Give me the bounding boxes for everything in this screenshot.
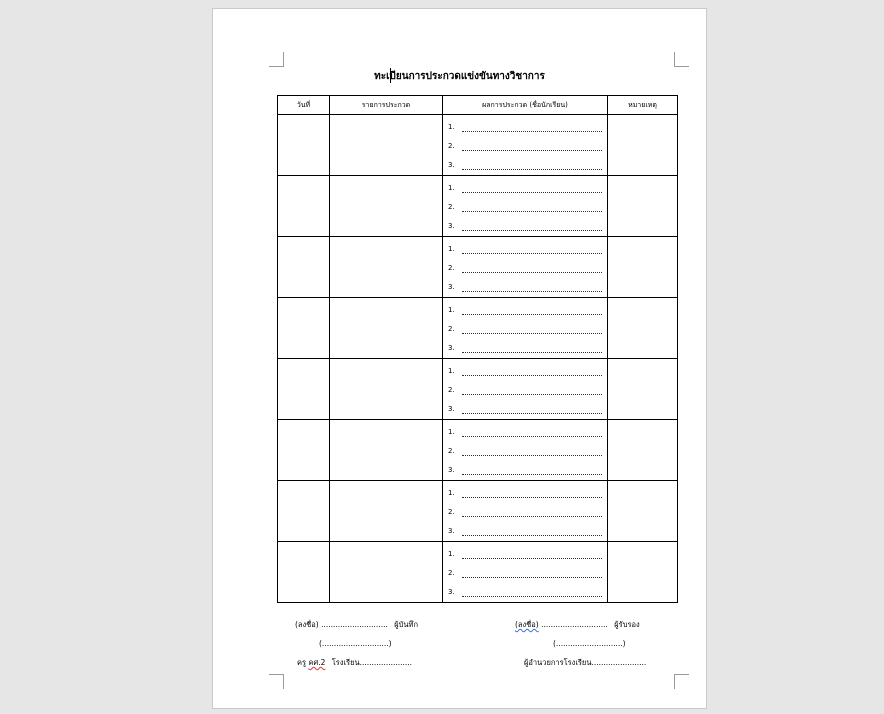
register-table[interactable] <box>277 95 678 603</box>
column-header-remark[interactable]: หมายเหตุ <box>608 96 678 115</box>
result-cell[interactable] <box>443 237 608 298</box>
result-entry-line[interactable] <box>443 380 607 399</box>
result-entry-dotted-field[interactable] <box>462 568 602 578</box>
date-cell[interactable] <box>278 481 330 542</box>
result-entry-number: 2. <box>448 385 455 394</box>
result-entry-line[interactable] <box>443 521 607 540</box>
result-entry-dotted-field[interactable] <box>462 427 602 437</box>
result-entry-line[interactable] <box>443 582 607 601</box>
result-entry-line[interactable] <box>443 277 607 296</box>
contest-cell[interactable] <box>330 542 443 603</box>
result-cell[interactable] <box>443 115 608 176</box>
remark-cell[interactable] <box>608 542 678 603</box>
result-entry-line[interactable] <box>443 441 607 460</box>
result-cell[interactable] <box>443 298 608 359</box>
recorder-sign-text: (ลงชื่อ) ............................ <box>295 620 388 629</box>
result-entry-number: 3. <box>448 526 455 535</box>
result-entry-number: 2. <box>448 202 455 211</box>
result-entry-dotted-field[interactable] <box>462 202 602 212</box>
contest-cell[interactable] <box>330 298 443 359</box>
certifier-role: ผู้รับรอง <box>614 620 640 629</box>
certifier-signature-line[interactable] <box>515 619 640 631</box>
result-entry-dotted-field[interactable] <box>462 526 602 536</box>
table-row <box>278 176 678 237</box>
column-header-contest[interactable]: รายการประกวด <box>330 96 443 115</box>
remark-cell[interactable] <box>608 176 678 237</box>
table-body <box>278 115 678 603</box>
margin-corner-top-left <box>269 52 284 67</box>
result-entry-line[interactable] <box>443 483 607 502</box>
result-entry-dotted-field[interactable] <box>462 183 602 193</box>
result-entry-dotted-field[interactable] <box>462 465 602 475</box>
result-entry-line[interactable] <box>443 502 607 521</box>
result-entry-dotted-field[interactable] <box>462 488 602 498</box>
result-entry-number: 3. <box>448 343 455 352</box>
remark-cell[interactable] <box>608 115 678 176</box>
result-cell[interactable] <box>443 420 608 481</box>
result-entry-dotted-field[interactable] <box>462 305 602 315</box>
contest-cell[interactable] <box>330 420 443 481</box>
table-row <box>278 237 678 298</box>
result-entry-number: 3. <box>448 282 455 291</box>
result-entry-number: 1. <box>448 366 455 375</box>
contest-cell[interactable] <box>330 481 443 542</box>
recorder-school: โรงเรียน...................... <box>331 658 413 667</box>
result-entry-dotted-field[interactable] <box>462 404 602 414</box>
recorder-position-rank: คศ.2 <box>308 658 326 667</box>
result-entry-dotted-field[interactable] <box>462 263 602 273</box>
result-entry-dotted-field[interactable] <box>462 160 602 170</box>
column-header-result[interactable]: ผลการประกวด (ชื่อนักเรียน) <box>443 96 608 115</box>
result-entry-number: 3. <box>448 587 455 596</box>
result-entry-number: 3. <box>448 221 455 230</box>
remark-cell[interactable] <box>608 481 678 542</box>
result-entry-dotted-field[interactable] <box>462 343 602 353</box>
document-page <box>212 8 707 709</box>
certifier-position[interactable]: ผู้อำนวยการโรงเรียน....................... <box>524 658 647 667</box>
recorder-position[interactable] <box>297 657 412 669</box>
result-cell[interactable] <box>443 542 608 603</box>
result-entry-line[interactable] <box>443 239 607 258</box>
remark-cell[interactable] <box>608 420 678 481</box>
result-entry-number: 3. <box>448 160 455 169</box>
result-entry-number: 2. <box>448 324 455 333</box>
result-entry-line[interactable] <box>443 460 607 479</box>
result-entry-dotted-field[interactable] <box>462 446 602 456</box>
result-entry-line[interactable] <box>443 258 607 277</box>
result-entry-number: 2. <box>448 507 455 516</box>
result-entry-line[interactable] <box>443 544 607 563</box>
result-entry-number: 1. <box>448 549 455 558</box>
result-entry-dotted-field[interactable] <box>462 141 602 151</box>
result-entry-line[interactable] <box>443 563 607 582</box>
result-entry-number: 3. <box>448 465 455 474</box>
contest-cell[interactable] <box>330 359 443 420</box>
result-entry-number: 2. <box>448 568 455 577</box>
result-entry-line[interactable] <box>443 178 607 197</box>
result-cell[interactable] <box>443 176 608 237</box>
result-entry-dotted-field[interactable] <box>462 324 602 334</box>
certifier-name[interactable]: (............................) <box>553 639 626 648</box>
result-cell[interactable] <box>443 481 608 542</box>
result-entry-line[interactable] <box>443 399 607 418</box>
recorder-signature-line[interactable] <box>295 619 418 631</box>
table-row <box>278 542 678 603</box>
date-cell[interactable] <box>278 298 330 359</box>
result-entry-number: 1. <box>448 122 455 131</box>
result-entry-line[interactable] <box>443 197 607 216</box>
table-row <box>278 298 678 359</box>
result-entry-number: 1. <box>448 305 455 314</box>
result-entry-line[interactable] <box>443 155 607 174</box>
result-entry-dotted-field[interactable] <box>462 282 602 292</box>
table-row <box>278 115 678 176</box>
table-row <box>278 420 678 481</box>
result-entry-dotted-field[interactable] <box>462 221 602 231</box>
result-entry-number: 1. <box>448 244 455 253</box>
date-cell[interactable] <box>278 420 330 481</box>
result-entry-number: 1. <box>448 488 455 497</box>
document-title[interactable]: ทะเบียนการประกวดแข่งขันทางวิชาการ <box>374 71 545 82</box>
result-entry-number: 2. <box>448 141 455 150</box>
recorder-position-prefix: ครู <box>297 658 307 667</box>
result-entry-dotted-field[interactable] <box>462 385 602 395</box>
recorder-name[interactable]: (............................) <box>319 639 392 648</box>
margin-corner-top-right <box>674 52 689 67</box>
margin-corner-bottom-right <box>674 674 689 689</box>
table-row <box>278 481 678 542</box>
result-entry-number: 2. <box>448 446 455 455</box>
certifier-sign-dots: ............................ <box>541 620 608 629</box>
recorder-role: ผู้บันทึก <box>394 620 419 629</box>
result-entry-number: 1. <box>448 427 455 436</box>
date-cell[interactable] <box>278 115 330 176</box>
result-entry-dotted-field[interactable] <box>462 366 602 376</box>
contest-cell[interactable] <box>330 176 443 237</box>
result-entry-line[interactable] <box>443 319 607 338</box>
remark-cell[interactable] <box>608 237 678 298</box>
result-entry-dotted-field[interactable] <box>462 587 602 597</box>
date-cell[interactable] <box>278 176 330 237</box>
result-entry-line[interactable] <box>443 117 607 136</box>
result-entry-line[interactable] <box>443 136 607 155</box>
result-entry-number: 1. <box>448 183 455 192</box>
table-row <box>278 359 678 420</box>
date-cell[interactable] <box>278 542 330 603</box>
result-entry-line[interactable] <box>443 338 607 357</box>
contest-cell[interactable] <box>330 115 443 176</box>
margin-corner-bottom-left <box>269 674 284 689</box>
result-entry-number: 3. <box>448 404 455 413</box>
result-entry-dotted-field[interactable] <box>462 244 602 254</box>
result-entry-dotted-field[interactable] <box>462 507 602 517</box>
remark-cell[interactable] <box>608 359 678 420</box>
column-header-date[interactable]: วันที่ <box>278 96 330 115</box>
result-entry-line[interactable] <box>443 361 607 380</box>
result-entry-line[interactable] <box>443 422 607 441</box>
remark-cell[interactable] <box>608 298 678 359</box>
contest-cell[interactable] <box>330 237 443 298</box>
date-cell[interactable] <box>278 359 330 420</box>
result-entry-dotted-field[interactable] <box>462 122 602 132</box>
result-cell[interactable] <box>443 359 608 420</box>
certifier-sign-prefix: (ลงชื่อ) <box>515 620 539 629</box>
table-header-row <box>278 96 678 115</box>
result-entry-line[interactable] <box>443 216 607 235</box>
result-entry-line[interactable] <box>443 300 607 319</box>
date-cell[interactable] <box>278 237 330 298</box>
result-entry-number: 2. <box>448 263 455 272</box>
result-entry-dotted-field[interactable] <box>462 549 602 559</box>
